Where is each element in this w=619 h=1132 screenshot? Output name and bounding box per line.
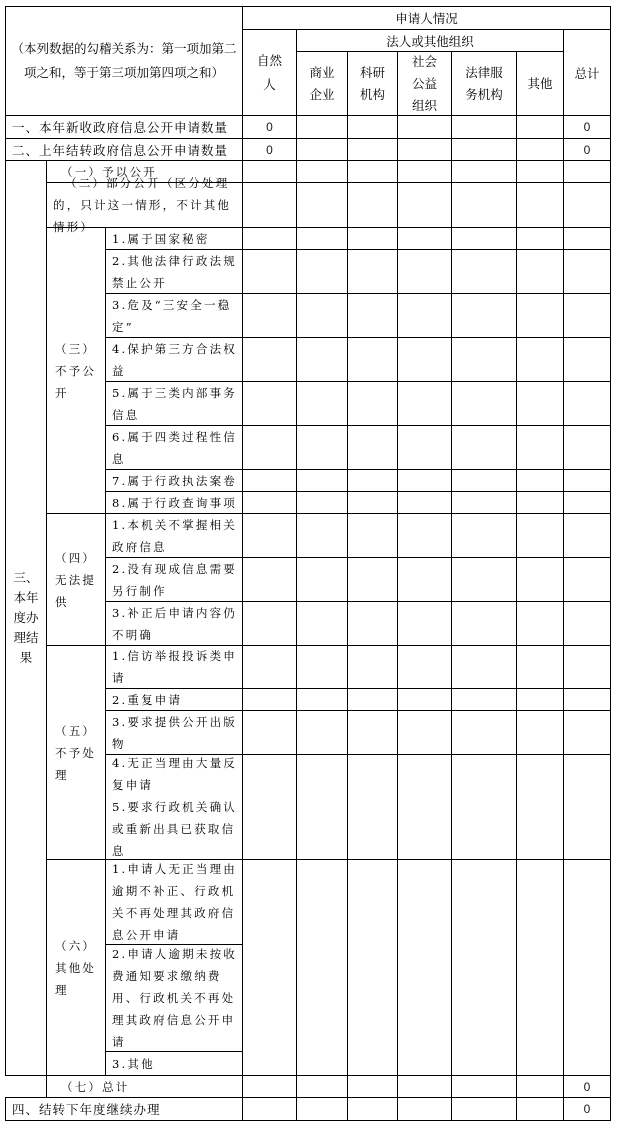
column-header [296, 51, 348, 116]
subsection-7-total-value-cell [451, 1075, 517, 1098]
subsection-3-item-label [105, 381, 243, 426]
subsection-5-item-label [105, 754, 243, 860]
row-new-requests-value-cell [516, 115, 564, 139]
subsection-6-item-label-text: 2.申请人逾期未按收费通知要求缴纳费用、行政机关不再处理其政府信息公开申请 [112, 947, 237, 1049]
subsection-3-item-value-cell [296, 491, 348, 514]
subsection-3-item-value-cell [516, 469, 564, 492]
subsection-3-item-label-text: 1.属于国家秘密 [112, 231, 210, 246]
subsection-3-item-value-cell [397, 381, 452, 426]
subsection-2-value-cell [516, 182, 564, 228]
row-new-requests-value-cell [451, 115, 517, 139]
column-header-text: 科研机构 [359, 64, 385, 102]
subsection-4-item-value-cell [451, 557, 517, 602]
subsection-4-item-value-cell [296, 513, 348, 558]
subsection-3-item-label-text: 5.属于三类内部事务信息 [112, 385, 237, 422]
subsection-4-item-value-cell [242, 513, 297, 558]
subsection-5-item-value-cell [242, 645, 297, 689]
subsection-5-item-value-cell [296, 754, 348, 860]
subsection-3-item-value-cell [242, 469, 297, 492]
subsection-3-item-value-cell [516, 249, 564, 294]
subsection-3-item-value-cell [451, 249, 517, 294]
subsection-3-item-value-cell [296, 381, 348, 426]
subsection-3-item-label-text: 3.危及“三安全一稳定” [112, 297, 232, 334]
subsection-4-item-value-cell [516, 601, 564, 646]
row-carried-over-label-text: 二、上年结转政府信息公开申请数量 [12, 142, 229, 158]
column-header-text: 法律服务机构 [465, 64, 503, 102]
legal-entity-group-header [296, 29, 564, 52]
subsection-7-total-value-cell [296, 1075, 348, 1098]
subsection-3-item-value-cell [516, 491, 564, 514]
row-carry-forward-value-cell [397, 1097, 452, 1121]
subsection-3-item-value-cell [516, 337, 564, 382]
subsection-7-total-value-cell [347, 1075, 398, 1098]
legal-entity-group-header-text: 法人或其他组织 [386, 33, 474, 49]
subsection-7-total-value-cell [516, 1075, 564, 1098]
subsection-5-label-text: （五）不予处理 [55, 723, 97, 782]
subsection-3-item-value-cell [296, 227, 348, 250]
subsection-1-value-cell [451, 160, 517, 183]
row-new-requests-value-cell [296, 115, 348, 139]
subsection-6-value-cell [563, 859, 611, 1076]
row-carry-forward-value-cell [347, 1097, 398, 1121]
subsection-5-item-value-cell [451, 688, 517, 711]
subsection-4-item-value-cell [563, 557, 611, 602]
subsection-3-item-value-cell [296, 249, 348, 294]
subsection-3-item-value-cell [516, 381, 564, 426]
subsection-3-item-value-cell [397, 425, 452, 470]
subsection-3-item-value-cell [242, 491, 297, 514]
subsection-4-item-value-cell [296, 557, 348, 602]
subsection-1-value-cell [242, 160, 297, 183]
row-new-requests-total-value-text: 0 [583, 120, 591, 134]
subsection-3-label-text: （三）不予公开 [55, 341, 97, 400]
subsection-3-item-value-cell [347, 293, 398, 338]
subsection-3-item-value-cell [451, 381, 517, 426]
natural-person-header [242, 29, 297, 116]
subsection-1-value-cell [347, 160, 398, 183]
subsection-5-item-text: 5.要求行政机关确认或重新出具已获取信息 [112, 800, 237, 858]
subsection-3-item-value-cell [242, 337, 297, 382]
row-carried-over-label [5, 138, 243, 161]
subsection-6-item-label-text: 3.其他 [112, 1056, 155, 1071]
row-new-requests-total-value [563, 115, 611, 139]
row-carry-forward-value-cell [451, 1097, 517, 1121]
column-header [451, 51, 517, 116]
subsection-2-value-cell [397, 182, 452, 228]
header-note-text: （本列数据的勾稽关系为：第一项加第二项之和，等于第三项加第四项之和） [11, 41, 237, 80]
subsection-5-item-value-cell [516, 710, 564, 755]
subsection-3-item-label [105, 249, 243, 294]
row-new-requests-label [5, 115, 243, 139]
total-header-text: 总计 [574, 65, 600, 81]
subsection-5-item-value-cell [242, 754, 297, 860]
subsection-5-item-value-cell [242, 688, 297, 711]
subsection-3-item-label [105, 337, 243, 382]
subsection-7-total-label-text: （七）总计 [61, 1079, 130, 1094]
column-header-text: 商业企业 [309, 64, 335, 102]
subsection-5-item-value-cell [347, 754, 398, 860]
subsection-6-value-cell [296, 859, 348, 1076]
subsection-4-item-label-text: 3.补正后申请内容仍不明确 [112, 605, 237, 642]
subsection-3-item-label [105, 425, 243, 470]
section-3-label [5, 160, 47, 1076]
subsection-6-item-label [105, 944, 243, 1052]
row-carried-over-total-value-text: 0 [583, 142, 591, 157]
subsection-5-item-value-cell [296, 710, 348, 755]
header-note [5, 6, 243, 116]
row-carry-forward-value-cell [516, 1097, 564, 1121]
subsection-5-item-value-cell [451, 754, 517, 860]
subsection-4-item-value-cell [347, 557, 398, 602]
subsection-6-item-label-text: 1.申请人无正当理由逾期不补正、行政机关不再处理其政府信息公开申请 [112, 862, 237, 942]
subsection-5-item-value-cell [451, 710, 517, 755]
subsection-6-item-label [105, 859, 243, 945]
subsection-6-value-cell [516, 859, 564, 1076]
subsection-7-total-total-value-text: 0 [583, 1079, 591, 1094]
row-carried-over-natural-person-value [242, 138, 297, 161]
subsection-6-label [46, 859, 106, 1076]
natural-person-header-text: 自然人 [256, 52, 282, 92]
subsection-3-item-value-cell [397, 293, 452, 338]
subsection-6-item-label [105, 1051, 243, 1076]
subsection-3-item-value-cell [347, 337, 398, 382]
subsection-3-item-value-cell [397, 227, 452, 250]
subsection-3-item-value-cell [563, 425, 611, 470]
subsection-1-label-text: （一）予以公开 [61, 164, 157, 179]
subsection-3-item-label-text: 2.其他法律行政法规禁止公开 [112, 253, 237, 290]
subsection-6-value-cell [242, 859, 297, 1076]
subsection-4-item-value-cell [563, 513, 611, 558]
subsection-3-item-value-cell [347, 469, 398, 492]
row-carried-over-value-cell [347, 138, 398, 161]
subsection-5-item-label [105, 688, 243, 711]
subsection-4-item-value-cell [397, 513, 452, 558]
row-carried-over-natural-person-value-text: 0 [266, 142, 273, 157]
subsection-4-item-value-cell [516, 513, 564, 558]
subsection-3-item-value-cell [516, 227, 564, 250]
subsection-3-item-value-cell [347, 425, 398, 470]
subsection-1-value-cell [397, 160, 452, 183]
subsection-7-total-value-cell [397, 1075, 452, 1098]
subsection-4-item-value-cell [397, 601, 452, 646]
subsection-3-item-value-cell [397, 337, 452, 382]
subsection-3-item-value-cell [451, 469, 517, 492]
subsection-3-item-value-cell [397, 469, 452, 492]
subsection-3-item-value-cell [451, 337, 517, 382]
column-header [516, 51, 564, 116]
column-header-text: 其他 [527, 75, 553, 91]
subsection-6-value-cell [397, 859, 452, 1076]
subsection-5-item-label-text: 1.信访举报投诉类申请 [112, 649, 237, 685]
column-header-text: 社会公益组织 [411, 53, 437, 113]
subsection-4-label [46, 513, 106, 646]
subsection-3-item-value-cell [242, 293, 297, 338]
subsection-3-item-value-cell [397, 249, 452, 294]
row-carried-over-value-cell [296, 138, 348, 161]
subsection-5-item-label [105, 710, 243, 755]
subsection-2-value-cell [347, 182, 398, 228]
subsection-5-item-value-cell [516, 688, 564, 711]
subsection-2-value-cell [563, 182, 611, 228]
row-carried-over-value-cell [451, 138, 517, 161]
subsection-3-item-value-cell [347, 227, 398, 250]
subsection-5-item-value-cell [347, 645, 398, 689]
subsection-3-item-value-cell [563, 337, 611, 382]
subsection-5-item-value-cell [397, 710, 452, 755]
row-new-requests-value-cell [397, 115, 452, 139]
applicant-group-header [242, 6, 611, 30]
subsection-3-item-value-cell [347, 491, 398, 514]
row-new-requests-label-text: 一、本年新收政府信息公开申请数量 [12, 120, 229, 135]
subsection-5-item-value-cell [397, 688, 452, 711]
subsection-6-value-cell [451, 859, 517, 1076]
subsection-3-item-value-cell [563, 293, 611, 338]
subsection-7-total-total-value [563, 1075, 611, 1098]
column-header [347, 51, 398, 116]
subsection-3-item-value-cell [451, 293, 517, 338]
subsection-3-item-label [105, 227, 243, 250]
subsection-3-item-value-cell [296, 469, 348, 492]
subsection-3-item-value-cell [296, 337, 348, 382]
subsection-5-item-value-cell [563, 688, 611, 711]
subsection-4-item-label-text: 2.没有现成信息需要另行制作 [112, 561, 237, 598]
subsection-5-item-label-text: 2.重复申请 [112, 692, 183, 707]
subsection-3-item-value-cell [563, 491, 611, 514]
subsection-5-item-value-cell [451, 645, 517, 689]
row-new-requests-natural-person-value [242, 115, 297, 139]
subsection-3-item-value-cell [397, 491, 452, 514]
subsection-2-value-cell [451, 182, 517, 228]
row-carry-forward-value-cell [242, 1097, 297, 1121]
subsection-6-label-text: （六）其他处理 [55, 938, 97, 997]
subsection-4-item-value-cell [296, 601, 348, 646]
subsection-5-item-value-cell [397, 754, 452, 860]
subsection-3-item-label [105, 491, 243, 514]
subsection-5-item-value-cell [563, 710, 611, 755]
subsection-4-item-value-cell [347, 601, 398, 646]
subsection-2-value-cell [242, 182, 297, 228]
subsection-5-item-value-cell [347, 688, 398, 711]
subsection-1-value-cell [516, 160, 564, 183]
row-carried-over-value-cell [397, 138, 452, 161]
subsection-5-item-value-cell [347, 710, 398, 755]
subsection-5-item-value-cell [397, 645, 452, 689]
subsection-4-item-value-cell [397, 557, 452, 602]
subsection-5-item-value-cell [296, 645, 348, 689]
subsection-3-item-value-cell [347, 249, 398, 294]
subsection-5-item-value-cell [516, 645, 564, 689]
total-header [563, 29, 611, 116]
subsection-7-total-label [46, 1075, 243, 1098]
subsection-5-item-value-cell [242, 710, 297, 755]
subsection-5-item-value-cell [563, 645, 611, 689]
subsection-3-item-label-text: 6.属于四类过程性信息 [112, 429, 237, 466]
row-carried-over-total-value [563, 138, 611, 161]
row-carry-forward-total-value [563, 1097, 611, 1121]
subsection-4-item-value-cell [347, 513, 398, 558]
row-carry-forward-label [5, 1097, 243, 1121]
subsection-2-value-cell [296, 182, 348, 228]
subsection-5-item-value-cell [516, 754, 564, 860]
subsection-3-item-value-cell [563, 249, 611, 294]
subsection-4-item-value-cell [516, 557, 564, 602]
subsection-4-item-value-cell [451, 601, 517, 646]
subsection-3-item-value-cell [347, 381, 398, 426]
section-3-label-text: 三、本年度办理结果 [13, 570, 39, 665]
subsection-5-item-label [105, 645, 243, 689]
subsection-1-value-cell [563, 160, 611, 183]
subsection-3-label [46, 227, 106, 514]
subsection-5-item-text: 4.无正当理由大量反复申请 [112, 756, 237, 792]
subsection-4-item-value-cell [451, 513, 517, 558]
subsection-4-item-label [105, 557, 243, 602]
subsection-1-value-cell [296, 160, 348, 183]
subsection-4-item-label [105, 601, 243, 646]
subsection-3-item-value-cell [242, 381, 297, 426]
column-header [397, 51, 452, 116]
subsection-5-item-value-cell [296, 688, 348, 711]
subsection-3-item-value-cell [451, 491, 517, 514]
subsection-4-item-value-cell [242, 601, 297, 646]
subsection-3-item-value-cell [563, 469, 611, 492]
row-carry-forward-total-value-text: 0 [583, 1102, 591, 1116]
subsection-3-item-value-cell [516, 293, 564, 338]
row-carried-over-value-cell [516, 138, 564, 161]
subsection-2-label [46, 176, 243, 234]
subsection-5-label [46, 645, 106, 860]
subsection-7-total-value-cell [242, 1075, 297, 1098]
subsection-4-item-label-text: 1.本机关不掌握相关政府信息 [112, 517, 237, 554]
row-carry-forward-label-text: 四、结转下年度继续办理 [12, 1102, 161, 1117]
subsection-3-item-value-cell [242, 249, 297, 294]
row-new-requests-natural-person-value-text: 0 [266, 120, 273, 134]
subsection-3-item-value-cell [296, 293, 348, 338]
subsection-5-item-value-cell [563, 754, 611, 860]
subsection-3-item-value-cell [563, 381, 611, 426]
subsection-3-item-label [105, 469, 243, 492]
subsection-5-item-label-text: 3.要求提供公开出版物 [112, 714, 237, 751]
subsection-3-item-value-cell [296, 425, 348, 470]
subsection-3-item-value-cell [242, 425, 297, 470]
subsection-3-item-label [105, 293, 243, 338]
subsection-3-item-label-text: 8.属于行政查询事项 [112, 495, 237, 510]
subsection-4-item-value-cell [242, 557, 297, 602]
subsection-4-label-text: （四）无法提供 [55, 550, 97, 609]
subsection-3-item-label-text: 4.保护第三方合法权益 [112, 341, 237, 378]
subsection-6-value-cell [347, 859, 398, 1076]
subsection-3-item-label-text: 7.属于行政执法案卷 [112, 473, 237, 488]
subsection-3-item-value-cell [563, 227, 611, 250]
subsection-3-item-value-cell [242, 227, 297, 250]
subsection-3-item-value-cell [451, 227, 517, 250]
row-new-requests-value-cell [347, 115, 398, 139]
subsection-3-item-value-cell [451, 425, 517, 470]
applicant-group-header-text: 申请人情况 [395, 11, 458, 26]
subsection-3-item-value-cell [516, 425, 564, 470]
subsection-4-item-value-cell [563, 601, 611, 646]
subsection-4-item-label [105, 513, 243, 558]
row-carry-forward-value-cell [296, 1097, 348, 1121]
subsection-2-label-text: （二）部分公开（区分处理的，只计这一情形，不计其他情形） [53, 176, 232, 234]
